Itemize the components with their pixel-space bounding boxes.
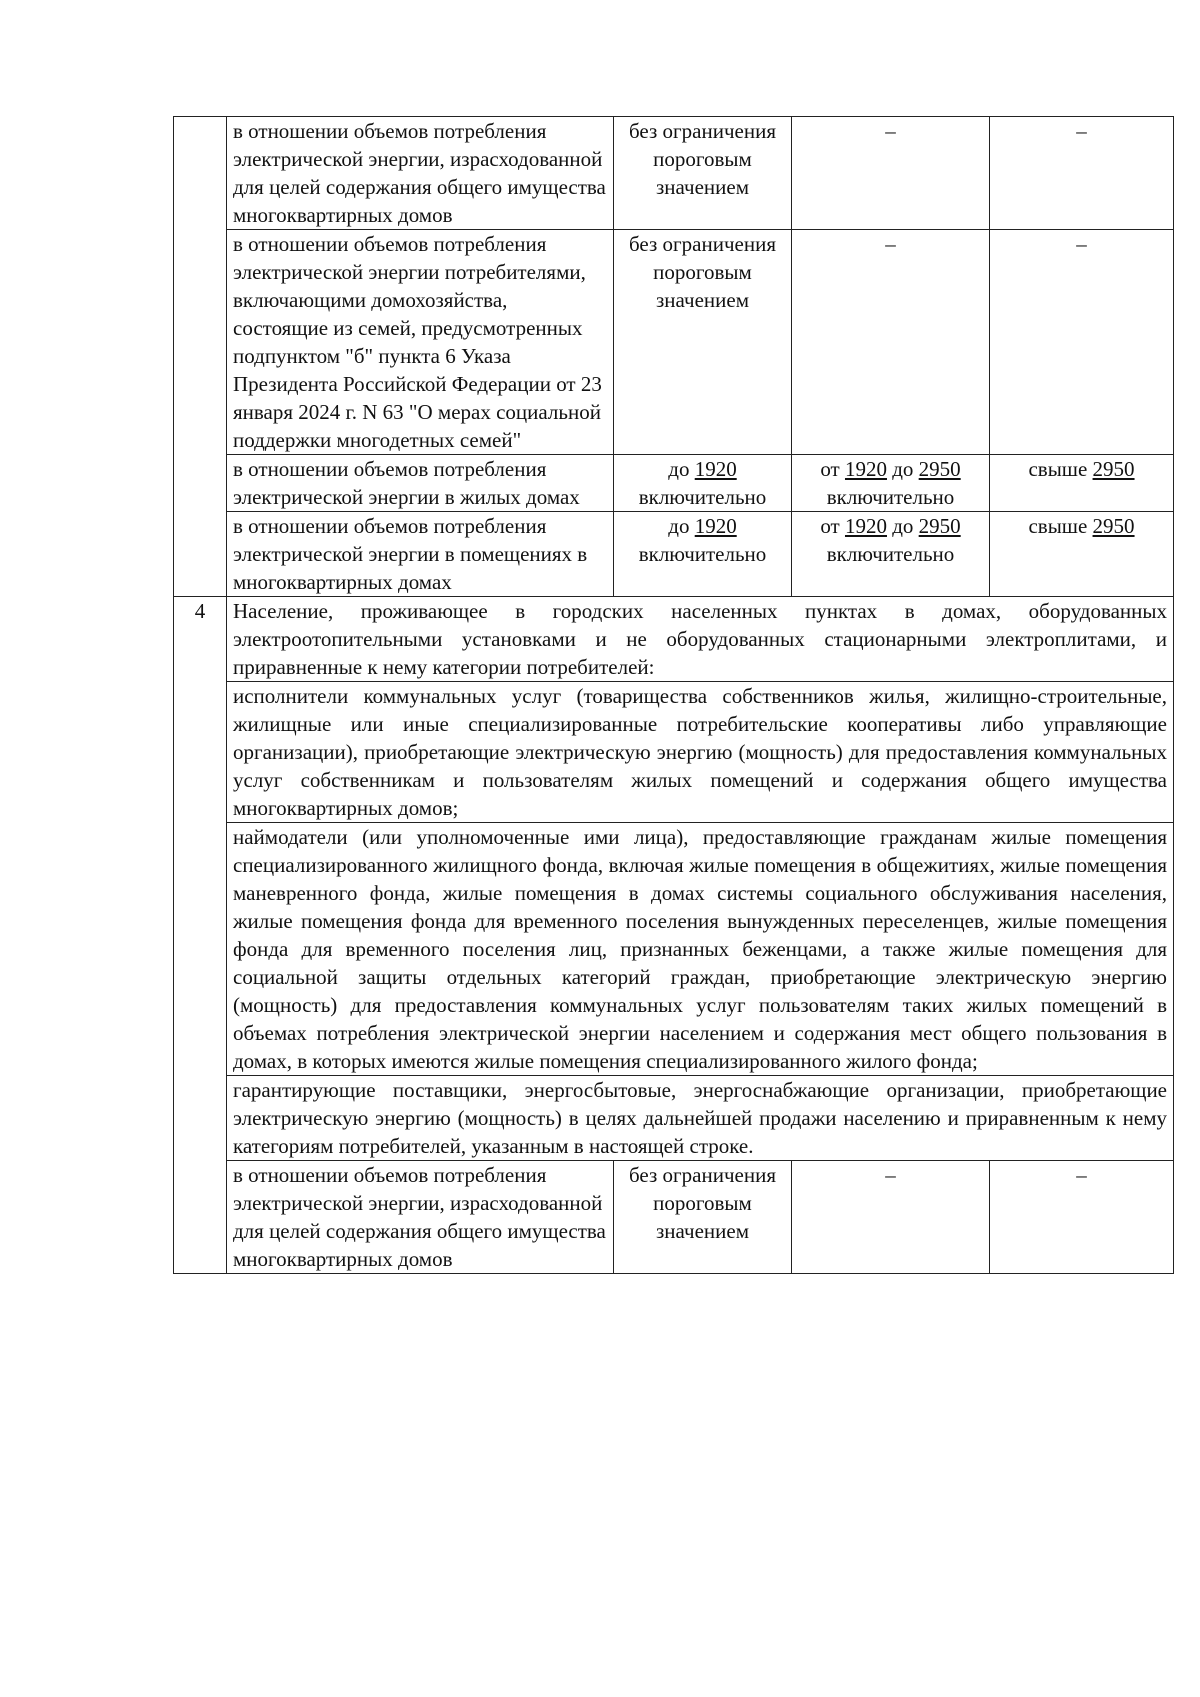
threshold-value-link[interactable]: 1920 xyxy=(844,457,887,481)
threshold-suffix: включительно xyxy=(826,542,955,566)
row-number-cell-empty xyxy=(174,117,227,597)
table-row xyxy=(174,117,1174,230)
threshold-cell-2: – xyxy=(792,230,990,455)
threshold-prefix: свыше xyxy=(1028,457,1093,481)
threshold-cell-3: – xyxy=(990,117,1174,230)
row-description: в отношении объемов потребления электрической энергии, израсходованной для целей содержания общего имущества многоквартирных домов xyxy=(227,117,614,230)
table-row xyxy=(174,823,1174,1076)
table-row xyxy=(174,1161,1174,1274)
threshold-prefix: до xyxy=(668,457,695,481)
section-paragraph: исполнители коммунальных услуг (товарищества собственников жилья, жилищно-строительные, жилищные или иные специализированные потребительские кооперативы либо управляющие организации), приобретающие электрическую энергию (мощность) для предоставления коммунальных услуг собственникам и пользователям жилых помещений и содержания общего имущества многоквартирных домов; xyxy=(227,682,1174,823)
row-description: в отношении объемов потребления электрической энергии в помещениях в многоквартирных домах xyxy=(227,512,614,597)
threshold-cell-2 xyxy=(792,455,990,512)
threshold-value-link[interactable]: 2950 xyxy=(918,457,961,481)
threshold-cell-3: – xyxy=(990,1161,1174,1274)
threshold-cell-3: – xyxy=(990,230,1174,455)
threshold-cell-1: без ограничения пороговым значением xyxy=(614,230,792,455)
threshold-suffix: включительно xyxy=(638,485,767,509)
table-row xyxy=(174,455,1174,512)
threshold-middle: до xyxy=(886,457,919,481)
threshold-value-link[interactable]: 2950 xyxy=(1092,514,1135,538)
threshold-cell-2: – xyxy=(792,117,990,230)
table-row xyxy=(174,230,1174,455)
threshold-suffix: включительно xyxy=(826,485,955,509)
threshold-value-link[interactable]: 1920 xyxy=(844,514,887,538)
tariff-table xyxy=(173,116,1174,1274)
threshold-value-link[interactable]: 2950 xyxy=(1092,457,1135,481)
threshold-prefix: до xyxy=(668,514,695,538)
row-number: 4 xyxy=(174,597,227,1274)
row-description: в отношении объемов потребления электрической энергии, израсходованной для целей содержания общего имущества многоквартирных домов xyxy=(227,1161,614,1274)
threshold-cell-1: без ограничения пороговым значением xyxy=(614,117,792,230)
threshold-prefix: от xyxy=(820,457,845,481)
table-row xyxy=(174,597,1174,682)
threshold-cell-3 xyxy=(990,512,1174,597)
section-paragraph: гарантирующие поставщики, энергосбытовые, энергоснабжающие организации, приобретающие электрическую энергию (мощность) в целях дальнейшей продажи населению и приравненным к нему категориям потребителей, указанным в настоящей строке. xyxy=(227,1076,1174,1161)
threshold-cell-1: без ограничения пороговым значением xyxy=(614,1161,792,1274)
row-description: в отношении объемов потребления электрической энергии потребителями, включающими домохозяйства, состоящие из семей, предусмотренных подпунктом "б" пункта 6 Указа Президента Российской Федерации от 23 января 2024 г. N 63 "О мерах социальной поддержки многодетных семей" xyxy=(227,230,614,455)
threshold-prefix: от xyxy=(820,514,845,538)
threshold-value-link[interactable]: 1920 xyxy=(694,514,737,538)
threshold-suffix: включительно xyxy=(638,542,767,566)
section-paragraph: наймодатели (или уполномоченные ими лица), предоставляющие гражданам жилые помещения специализированного жилищного фонда, включая жилые помещения в общежитиях, жилые помещения маневренного фонда, жилые помещения в домах системы социального обслуживания населения, жилые помещения фонда для временного поселения вынужденных переселенцев, жилые помещения фонда для временного поселения лиц, признанных беженцами, а также жилые помещения для социальной защиты отдельных категорий граждан, приобретающие электрическую энергию (мощность) для предоставления коммунальных услуг пользователям таких жилых помещений в объемах потребления электрической энергии населением и содержания мест общего пользования в домах, в которых имеются жилые помещения специализированного жилого фонда; xyxy=(227,823,1174,1076)
threshold-cell-1 xyxy=(614,455,792,512)
table-row xyxy=(174,512,1174,597)
threshold-value-link[interactable]: 2950 xyxy=(918,514,961,538)
table-row xyxy=(174,1076,1174,1161)
threshold-value-link[interactable]: 1920 xyxy=(694,457,737,481)
threshold-cell-3 xyxy=(990,455,1174,512)
threshold-prefix: свыше xyxy=(1028,514,1093,538)
row-description: в отношении объемов потребления электрической энергии в жилых домах xyxy=(227,455,614,512)
threshold-cell-2 xyxy=(792,512,990,597)
threshold-middle: до xyxy=(886,514,919,538)
threshold-cell-2: – xyxy=(792,1161,990,1274)
section-heading: Население, проживающее в городских населенных пунктах в домах, оборудованных электроотопительными установками и не оборудованных стационарными электроплитами, и приравненные к нему категории потребителей: xyxy=(227,597,1174,682)
table-row xyxy=(174,682,1174,823)
threshold-cell-1 xyxy=(614,512,792,597)
